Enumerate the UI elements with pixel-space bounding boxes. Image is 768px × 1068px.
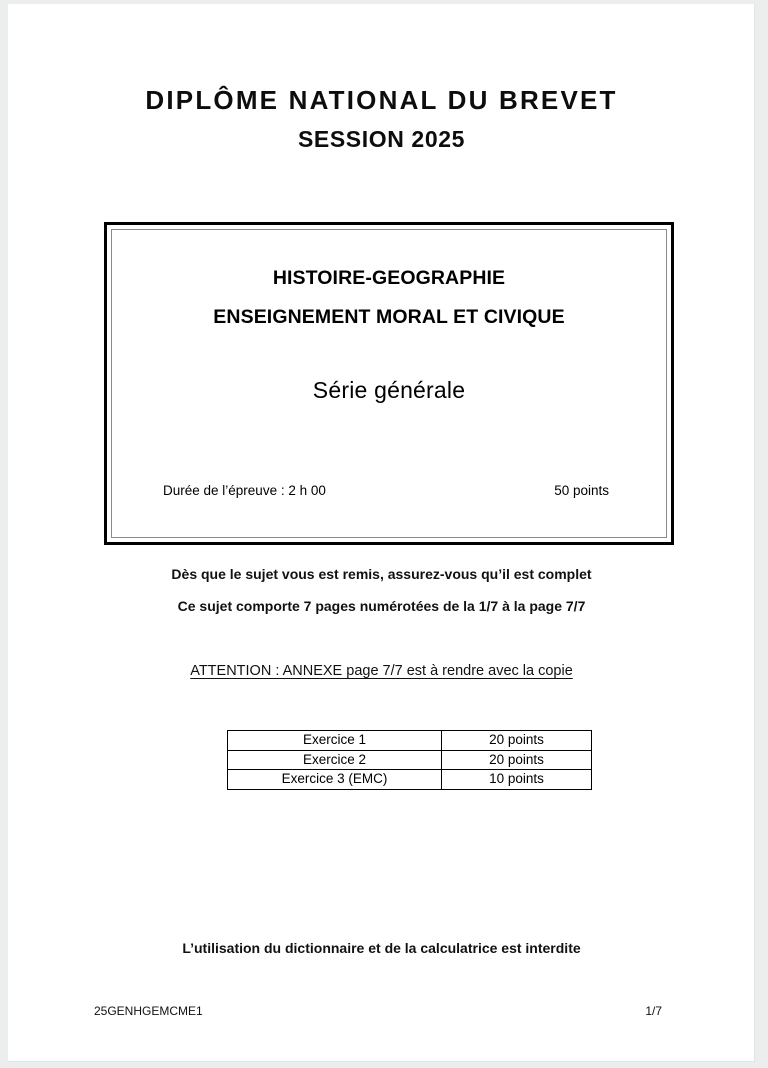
points-table-body xyxy=(228,731,592,790)
exercise-points: 10 points xyxy=(442,770,592,790)
subject-frame xyxy=(104,222,674,545)
exam-total-points: 50 points xyxy=(554,483,609,498)
page-footer xyxy=(94,1004,662,1018)
notice-forbidden-materials: L’utilisation du dictionnaire et de la calculatrice est interdite xyxy=(182,940,581,956)
document-page xyxy=(8,4,755,1062)
subject-title-history-geography: HISTOIRE-GEOGRAPHIE xyxy=(272,267,506,289)
table-row xyxy=(228,770,592,790)
points-table xyxy=(227,730,592,790)
notice-attention-annex: ATTENTION : ANNEXE page 7/7 est à rendre avec la copie xyxy=(190,663,573,679)
exam-duration: Durée de l’épreuve : 2 h 00 xyxy=(163,483,326,498)
subject-heading-group xyxy=(107,269,671,404)
title-line-diploma: DIPLÔME NATIONAL DU BREVET xyxy=(145,85,618,115)
exercise-points: 20 points xyxy=(442,750,592,770)
exercise-name: Exercice 1 xyxy=(228,731,442,751)
exercise-points: 20 points xyxy=(442,731,592,751)
page-title xyxy=(8,84,755,153)
subject-title-moral-civic: ENSEIGNEMENT MORAL ET CIVIQUE xyxy=(213,305,565,328)
exercise-name: Exercice 2 xyxy=(228,750,442,770)
title-line-session: SESSION 2025 xyxy=(297,125,465,152)
subject-code: 25GENHGEMCME1 xyxy=(94,1004,203,1018)
exercise-name: Exercice 3 (EMC) xyxy=(228,770,442,790)
page-number: 1/7 xyxy=(645,1004,662,1018)
series-label: Série générale xyxy=(312,377,466,403)
notice-completeness: Dès que le sujet vous est remis, assurez-vous qu’il est complet xyxy=(171,566,592,582)
table-row xyxy=(228,731,592,751)
notice-pagination: Ce sujet comporte 7 pages numérotées de la 1/7 à la page 7/7 xyxy=(177,598,586,614)
exam-meta-row xyxy=(163,483,641,498)
table-row xyxy=(228,750,592,770)
